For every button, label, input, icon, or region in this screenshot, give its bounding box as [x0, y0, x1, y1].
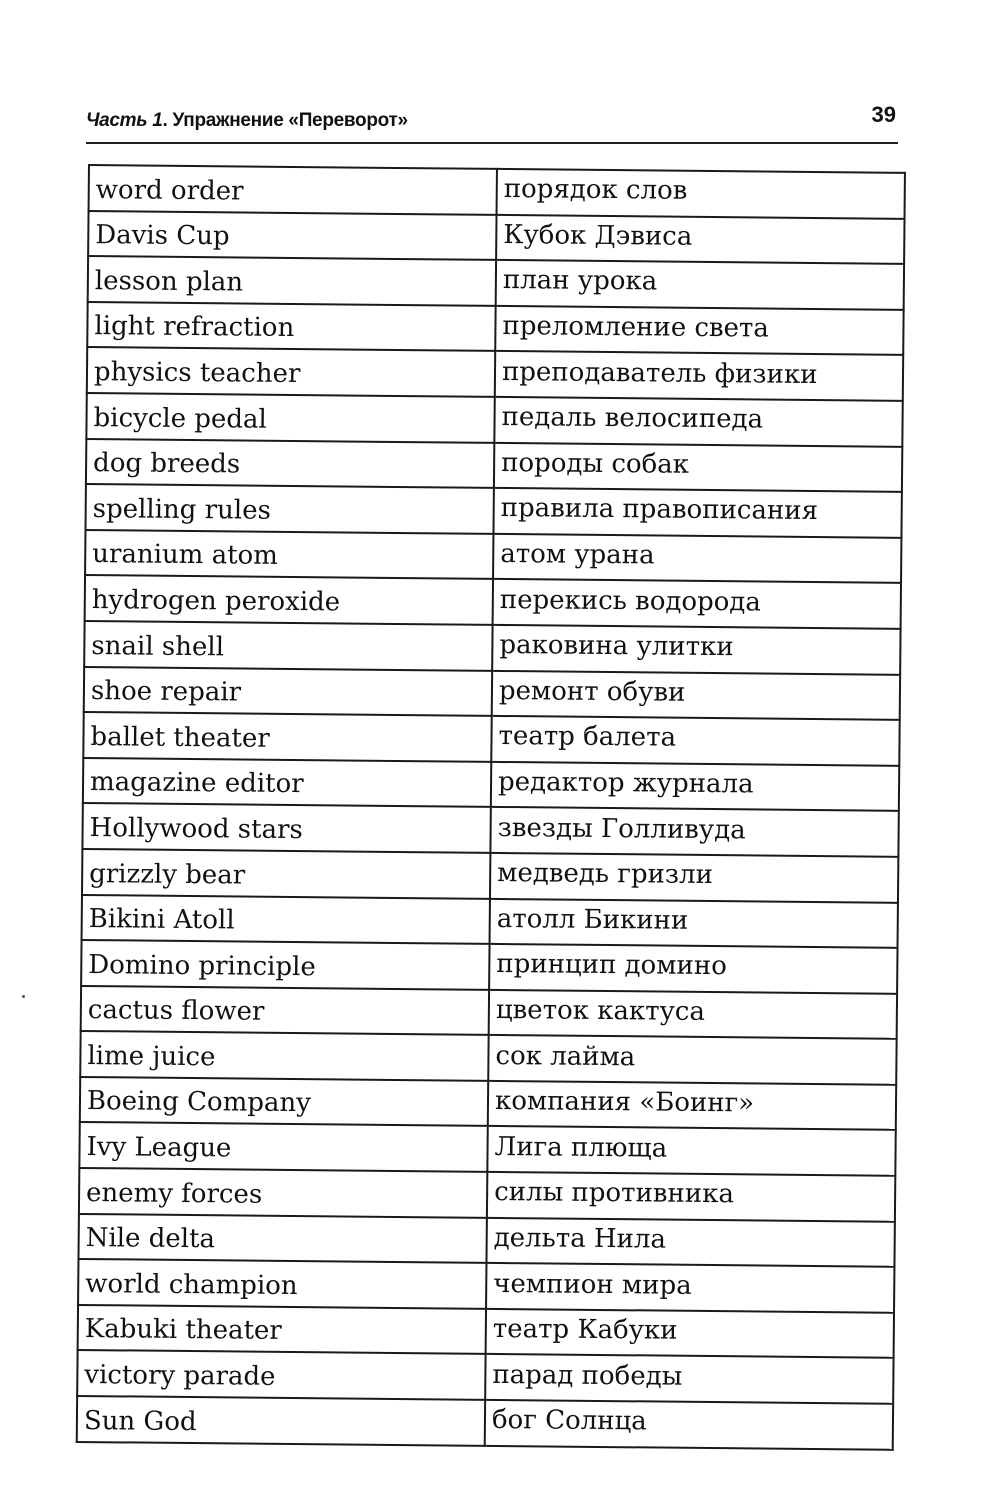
table-row	[83, 712, 899, 765]
russian-translation-cell: ремонт обуви	[492, 670, 900, 720]
russian-translation-cell: преломление света	[495, 306, 903, 356]
russian-translation-cell: правила правописания	[493, 488, 901, 538]
russian-translation-cell: атом урана	[493, 534, 901, 584]
table-row	[88, 256, 904, 309]
table-row	[77, 1350, 893, 1403]
table-row	[84, 621, 900, 674]
english-phrase-cell: shoe repair	[84, 667, 492, 717]
english-phrase-cell: dog breeds	[86, 439, 494, 489]
russian-translation-cell: преподаватель физики	[495, 351, 903, 401]
english-phrase-cell: word order	[89, 165, 497, 215]
russian-translation-cell: Кубок Дэвиса	[496, 215, 904, 265]
english-phrase-cell: Nile delta	[78, 1214, 486, 1264]
table-row	[80, 1031, 896, 1084]
russian-translation-cell: компания «Боинг»	[488, 1081, 896, 1131]
table-row	[81, 986, 897, 1039]
table-row	[87, 347, 903, 400]
table-row	[85, 484, 901, 537]
russian-translation-cell: бог Солнца	[485, 1400, 893, 1450]
table-row	[86, 439, 902, 492]
russian-translation-cell: чемпион мира	[486, 1263, 894, 1313]
english-phrase-cell: Kabuki theater	[78, 1305, 486, 1355]
table-row	[89, 165, 905, 218]
russian-translation-cell: цветок кактуса	[489, 990, 897, 1040]
table-row	[82, 803, 898, 856]
table-row	[79, 1122, 895, 1175]
table-row	[87, 302, 903, 355]
page-header	[86, 98, 898, 144]
english-phrase-cell: Hollywood stars	[82, 803, 490, 853]
russian-translation-cell: медведь гризли	[490, 853, 898, 903]
russian-translation-cell: педаль велосипеда	[494, 397, 902, 447]
english-phrase-cell: magazine editor	[83, 758, 491, 808]
table-row	[80, 1077, 896, 1130]
russian-translation-cell: перекись водорода	[493, 579, 901, 629]
english-phrase-cell: cactus flower	[81, 986, 489, 1036]
table-row	[84, 667, 900, 720]
english-phrase-cell: physics teacher	[87, 347, 495, 397]
table-row	[86, 393, 902, 446]
russian-translation-cell: редактор журнала	[491, 762, 899, 812]
vocabulary-table-body	[77, 165, 905, 1449]
russian-translation-cell: сок лайма	[488, 1035, 896, 1085]
table-row	[88, 211, 904, 264]
russian-translation-cell: звезды Голливуда	[490, 807, 898, 857]
english-phrase-cell: uranium atom	[85, 530, 493, 580]
english-phrase-cell: Bikini Atoll	[82, 894, 490, 944]
table-row	[85, 530, 901, 583]
english-phrase-cell: ballet theater	[83, 712, 491, 762]
page-number: 39	[871, 102, 896, 127]
english-phrase-cell: lesson plan	[88, 256, 496, 306]
english-phrase-cell: world champion	[78, 1259, 486, 1309]
russian-translation-cell: театр Кабуки	[486, 1309, 894, 1359]
russian-translation-cell: порядок слов	[497, 169, 905, 219]
russian-translation-cell: парад победы	[485, 1354, 893, 1404]
russian-translation-cell: атолл Бикини	[490, 898, 898, 948]
russian-translation-cell: дельта Нила	[486, 1218, 894, 1268]
russian-translation-cell: принцип домино	[489, 944, 897, 994]
english-phrase-cell: Boeing Company	[80, 1077, 488, 1127]
russian-translation-cell: раковина улитки	[492, 625, 900, 675]
running-head	[86, 110, 408, 132]
print-speck	[22, 995, 25, 998]
vocabulary-table	[76, 164, 906, 1450]
english-phrase-cell: Ivy League	[79, 1122, 487, 1172]
running-head-part: Часть 1	[86, 110, 163, 131]
running-head-title: . Упражнение «Переворот»	[162, 110, 408, 131]
english-phrase-cell: light refraction	[87, 302, 495, 352]
english-phrase-cell: Domino principle	[81, 940, 489, 990]
table-row	[77, 1396, 893, 1449]
english-phrase-cell: hydrogen peroxide	[85, 575, 493, 625]
russian-translation-cell: силы противника	[487, 1172, 895, 1222]
russian-translation-cell: театр балета	[491, 716, 899, 766]
russian-translation-cell: породы собак	[494, 442, 902, 492]
table-row	[78, 1259, 894, 1312]
english-phrase-cell: Davis Cup	[88, 211, 496, 261]
table-row	[81, 940, 897, 993]
english-phrase-cell: Sun God	[77, 1396, 485, 1446]
english-phrase-cell: snail shell	[84, 621, 492, 671]
table-row	[82, 849, 898, 902]
table-row	[85, 575, 901, 628]
english-phrase-cell: spelling rules	[85, 484, 493, 534]
english-phrase-cell: grizzly bear	[82, 849, 490, 899]
english-phrase-cell: bicycle pedal	[86, 393, 494, 443]
table-row	[78, 1214, 894, 1267]
table-row	[82, 894, 898, 947]
russian-translation-cell: план урока	[496, 260, 904, 310]
table-row	[83, 758, 899, 811]
table-row	[78, 1305, 894, 1358]
english-phrase-cell: lime juice	[80, 1031, 488, 1081]
russian-translation-cell: Лига плюща	[487, 1126, 895, 1176]
table-row	[79, 1168, 895, 1221]
english-phrase-cell: victory parade	[77, 1350, 485, 1400]
english-phrase-cell: enemy forces	[79, 1168, 487, 1218]
